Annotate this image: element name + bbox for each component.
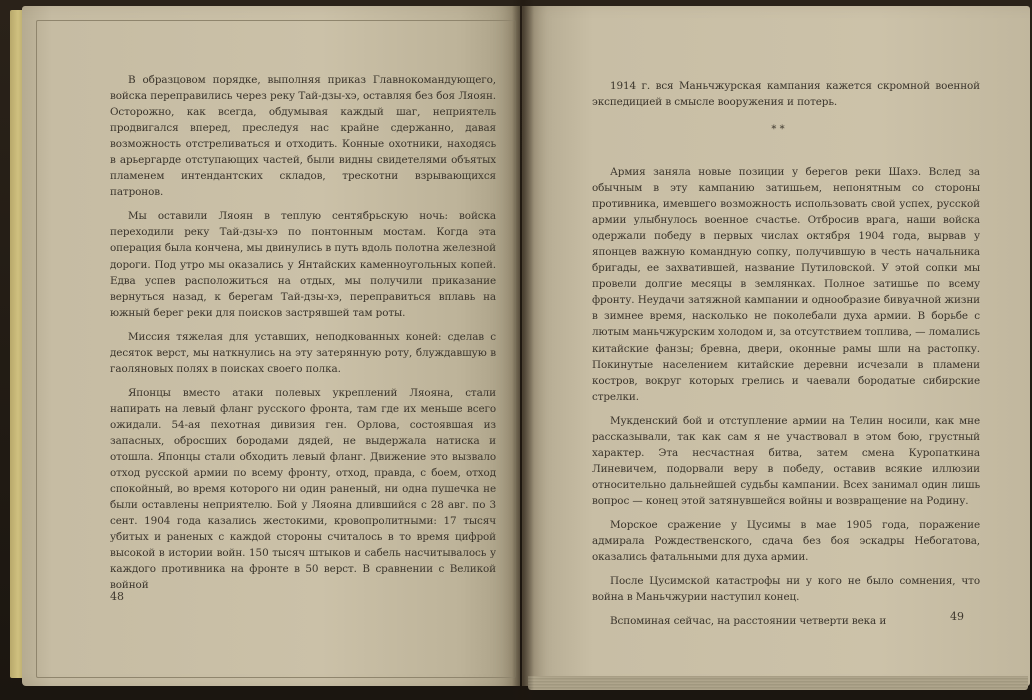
- left-page-body: [110, 72, 496, 610]
- book-gutter: [512, 0, 534, 700]
- page-number-right: 49: [950, 610, 964, 623]
- paragraph: Мы оставили Ляоян в теплую сентябрьскую ночь: войска переходили реку Тай-дзы-хэ по понтонным мостам. Когда эта операция была кончена, мы двинулись в путь вдоль полотна железной дороги. Под утро мы оказались у Янтайских каменноугольных копей. Едва успев расположиться на отдых, мы получили приказание вернуться назад, к берегам Тай-дзы-хэ, переправиться вплавь на южный берег реки для поисков застрявшей там роты.: [110, 210, 496, 319]
- left-page: [22, 6, 520, 686]
- right-page: [522, 6, 1030, 686]
- paragraph: 1914 г. вся Маньчжурская кампания кажется скромной военной экспедицией в смысле вооружения и потерь.: [592, 80, 980, 109]
- paragraph: После Цусимской катастрофы ни у кого не было сомнения, что война в Маньчжурии наступил конец.: [592, 575, 980, 604]
- paragraph: Мукденский бой и отступление армии на Телин носили, как мне рассказывали, так как сам я не участвовал в этом бою, грустный характер. Эта несчастная битва, затем смена Куропаткина Линевичем, подорвали веру в победу, оставив всякие иллюзии относительно дальнейшей судьбы кампании. Всех занимал один лишь вопрос — конец этой затянувшейся войны и возвращение на Родину.: [592, 414, 980, 507]
- paragraph: Вспоминая сейчас, на расстоянии четверти века и: [610, 615, 887, 628]
- paragraph: В образцовом порядке, выполняя приказ Главнокомандующего, войска переправились через реку Тай-дзы-хэ, оставляя без боя Ляоян. Осторожно, как всегда, обдумывая каждый шаг, неприятель продвигался вперед, преследуя нас крайне сдержанно, давая возможность отстреливаться и отходить. Конные охотники, находясь в арьергарде отступающих частей, были видны свидетелями объятых пламенем интендантских складов, трескотни взрывающихся патронов.: [110, 74, 496, 199]
- page-stack-edge: [528, 676, 1028, 690]
- paragraph: Японцы вместо атаки полевых укреплений Ляояна, стали напирать на левый фланг русского фронта, там где их меньше всего ожидали. 54-ая пехотная дивизия ген. Орлова, состоявшая из запасных, обросших бородами дядей, не выдержала натиска и отошла. Японцы стали обходить левый фланг. Движение это вызвало отход русской армии по всему фронту, отход, правда, с боем, отход спокойный, во время которого ни один раненый, ни одна пушечка не были оставлены неприятелю. Бой у Ляояна длившийся с 28 авг. по 3 сент. 1904 года казались жестокими, кровопролитными: 17 тысяч убитых и раненых с каждой стороны считалось в то время цифрой высокой в истории войн. 150 тысяч штыков и сабель насчитывалось у каждого противника на фронте в 50 верст. В сравнении с Великой войной: [110, 386, 496, 592]
- right-page-continuation: [592, 78, 980, 112]
- paragraph: Миссия тяжелая для уставших, неподкованных коней: сделав с десяток верст, мы наткнулись на эту затерянную роту, блуждавшую в гаоляновых полях в поисках своего полка.: [110, 330, 496, 375]
- paragraph: Армия заняла новые позиции у берегов реки Шахэ. Вслед за обычным в эту кампанию затишьем, непонятным со стороны противника, имевшего возможность использовать свой успех, русской армии улыбнулось военное счастье. Отбросив врага, наши войска одержали победу в первых числах октября 1904 года, вырвав у японцев важную командную сопку, получившую в честь начальника бригады, ее захватившей, название Путиловской. У этой сопки мы провели долгие месяцы в землянках. Полное затишье по всему фронту. Неудачи затяжной кампании и однообразие бивуачной жизни в зимнее время, насколько не поколебали духа армии. В борьбе с лютым маньчжурским холодом и, за отсутствием топлива, — ломались китайские фанзы; бревна, двери, оконные рамы шли на растопку. Покинутые населением китайские деревни исчезали в пламени костров, вокруг которых грелись и чаевали бородатые сибирские стрелки.: [592, 166, 980, 403]
- section-separator: * *: [771, 124, 785, 135]
- page-number-left: 48: [110, 590, 124, 603]
- paragraph: Морское сражение у Цусимы в мае 1905 года, поражение адмирала Рождественского, сдача без боя эскадры Небогатова, оказались фатальными для духа армии.: [592, 518, 980, 564]
